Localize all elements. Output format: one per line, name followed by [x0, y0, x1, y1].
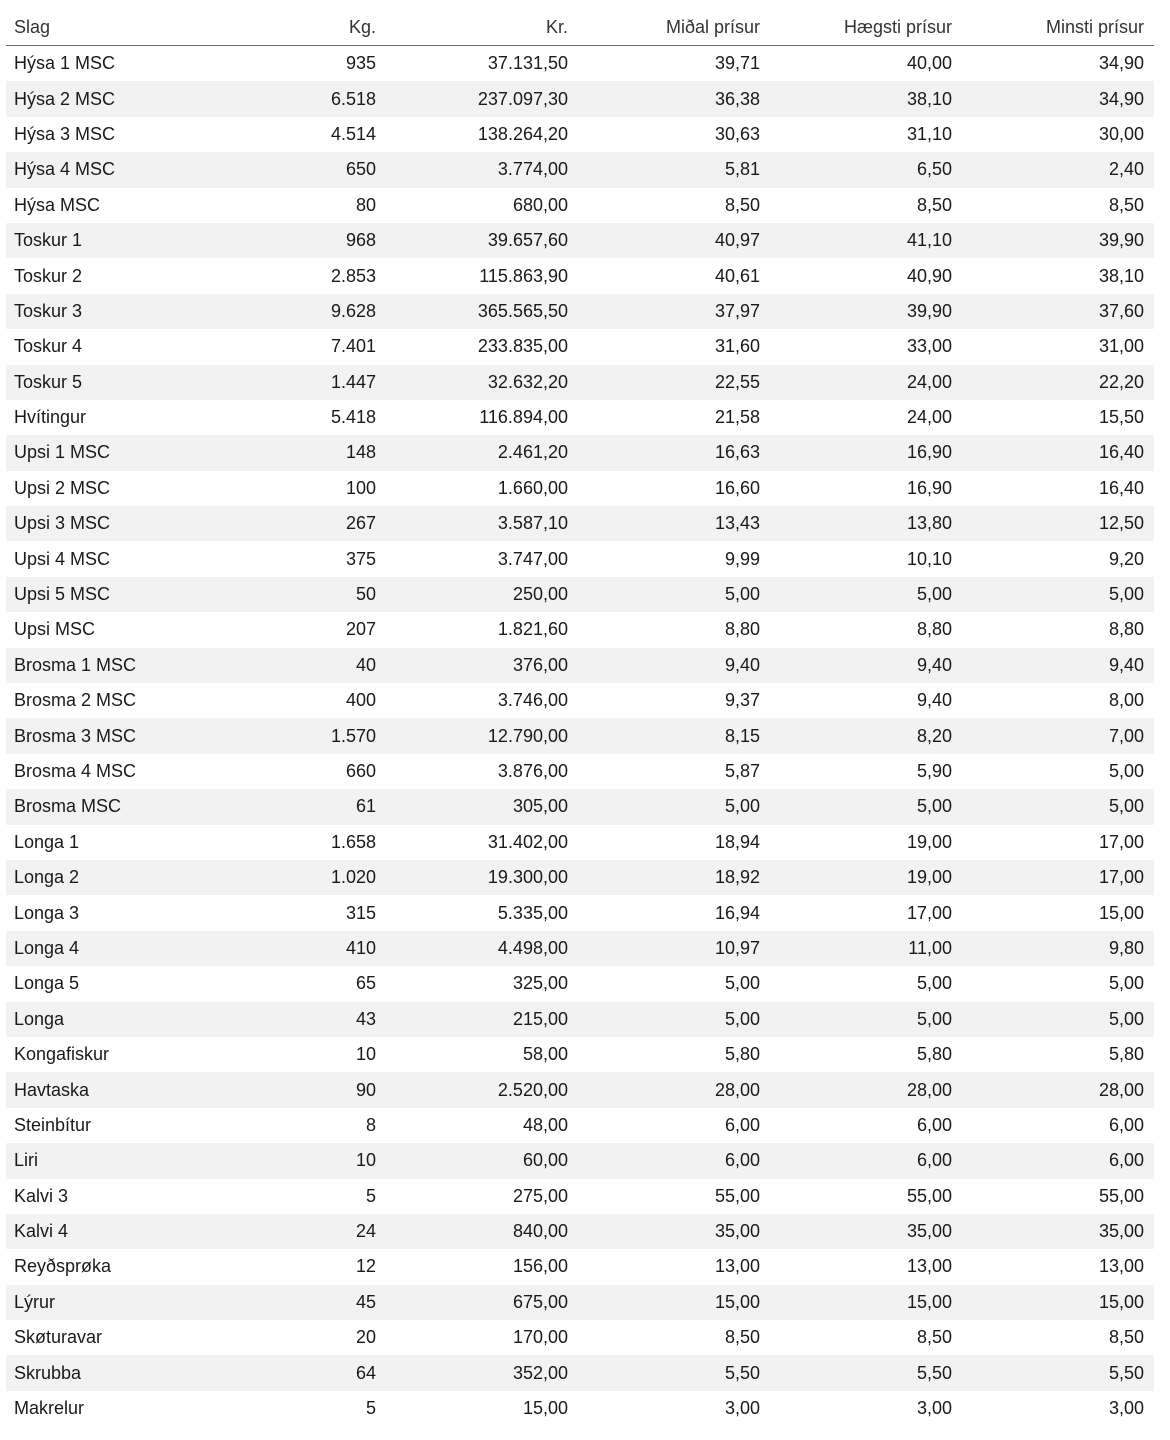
slag-cell: Toskur 3	[6, 294, 216, 329]
kr-cell: 1.660,00	[497, 477, 568, 498]
kr-cell: 116.894,00	[479, 407, 568, 428]
slag-cell: Toskur 2	[14, 265, 83, 286]
max-price-cell: 33,00	[906, 336, 952, 357]
kr-cell: 325,00	[512, 973, 568, 994]
slag-cell: Upsi 3 MSC	[6, 506, 216, 541]
max-price-cell: 19,00	[906, 831, 952, 852]
max-price-cell: 9,40	[770, 648, 962, 683]
kr-cell: 156,00	[512, 1256, 568, 1277]
kg-cell: 9.628	[216, 294, 386, 329]
kr-cell: 37.131,50	[487, 53, 568, 74]
max-price-cell: 9,40	[916, 690, 952, 711]
slag-cell: Hvítingur	[14, 407, 87, 428]
column-header-kr[interactable]: Kr.	[386, 10, 578, 46]
avg-price-cell: 10,97	[578, 931, 770, 966]
kg-cell: 90	[216, 1072, 386, 1107]
min-price-cell: 16,40	[1098, 477, 1144, 498]
min-price-cell: 5,00	[962, 577, 1154, 612]
slag-cell: Liri	[6, 1143, 216, 1178]
table-row	[6, 825, 1154, 860]
max-price-cell: 38,10	[770, 81, 962, 116]
avg-price-cell: 16,94	[714, 902, 760, 923]
table-row	[6, 1214, 1154, 1249]
slag-cell: Skrubba	[6, 1355, 216, 1390]
min-price-cell: 37,60	[962, 294, 1154, 329]
min-price-cell: 15,50	[1098, 407, 1144, 428]
max-price-cell: 3,00	[916, 1398, 952, 1419]
max-price-cell: 15,00	[770, 1285, 962, 1320]
slag-cell: Longa 5	[14, 973, 80, 994]
table-row	[6, 1320, 1154, 1355]
table-row	[6, 400, 1154, 435]
min-price-cell: 12,50	[962, 506, 1154, 541]
min-price-cell: 2,40	[962, 152, 1154, 187]
avg-price-cell: 9,40	[578, 648, 770, 683]
kr-cell: 4.498,00	[386, 931, 578, 966]
kr-cell: 237.097,30	[386, 81, 578, 116]
kg-cell: 1.570	[216, 718, 386, 753]
slag-cell: Kalvi 4	[6, 1214, 216, 1249]
kg-cell: 40	[216, 648, 386, 683]
kg-cell: 148	[216, 435, 386, 470]
kg-cell: 267	[216, 506, 386, 541]
kg-cell: 207	[345, 619, 376, 640]
table-row	[6, 577, 1154, 612]
kg-cell: 80	[355, 194, 376, 215]
kr-cell: 115.863,90	[479, 265, 568, 286]
kr-cell: 58,00	[522, 1044, 568, 1065]
min-price-cell: 5,50	[962, 1355, 1154, 1390]
table-row	[6, 1355, 1154, 1390]
slag-cell: Toskur 1	[6, 223, 216, 258]
table-row	[6, 506, 1154, 541]
avg-price-cell: 55,00	[714, 1185, 760, 1206]
table-row	[6, 860, 1154, 895]
max-price-cell: 6,00	[916, 1114, 952, 1135]
table-row	[6, 188, 1154, 223]
header-row	[6, 10, 1154, 46]
avg-price-cell: 21,58	[714, 407, 760, 428]
kg-cell: 8	[365, 1114, 376, 1135]
table-row	[6, 46, 1154, 82]
min-price-cell: 5,00	[962, 789, 1154, 824]
max-price-cell: 5,00	[916, 973, 952, 994]
table-row	[6, 1037, 1154, 1072]
max-price-cell: 19,00	[770, 860, 962, 895]
min-price-cell: 6,00	[1108, 1114, 1144, 1135]
max-price-cell: 5,00	[770, 1002, 962, 1037]
avg-price-cell: 40,97	[578, 223, 770, 258]
min-price-cell: 17,00	[962, 860, 1154, 895]
max-price-cell: 5,00	[770, 789, 962, 824]
kr-cell: 3.587,10	[386, 506, 578, 541]
kg-cell: 400	[345, 690, 376, 711]
max-price-cell: 24,00	[770, 365, 962, 400]
slag-cell: Kongafiskur	[14, 1044, 110, 1065]
table-row	[6, 1143, 1154, 1178]
kr-cell: 138.264,20	[477, 123, 568, 144]
slag-cell: Hýsa 4 MSC	[6, 152, 216, 187]
slag-cell: Reyðsprøka	[14, 1256, 112, 1277]
max-price-cell: 5,80	[916, 1044, 952, 1065]
min-price-cell: 15,00	[1098, 902, 1144, 923]
slag-cell: Longa 3	[14, 902, 80, 923]
column-header-min-price[interactable]: Minsti prísur	[962, 10, 1154, 46]
kg-cell: 650	[216, 152, 386, 187]
slag-cell: Steinbítur	[14, 1114, 92, 1135]
table-row	[6, 931, 1154, 966]
slag-cell: Longa 2	[6, 860, 216, 895]
table-row	[6, 223, 1154, 258]
avg-price-cell: 8,50	[724, 194, 760, 215]
min-price-cell: 9,40	[962, 648, 1154, 683]
table-row	[6, 365, 1154, 400]
table-row	[6, 612, 1154, 647]
kg-cell: 45	[216, 1285, 386, 1320]
table-row	[6, 789, 1154, 824]
kr-cell: 15,00	[522, 1398, 568, 1419]
kr-cell: 376,00	[386, 648, 578, 683]
max-price-cell: 16,90	[770, 435, 962, 470]
column-header-slag[interactable]: Slag	[6, 10, 216, 46]
avg-price-cell: 30,63	[714, 123, 760, 144]
kg-cell: 43	[216, 1002, 386, 1037]
kr-cell: 5.335,00	[497, 902, 568, 923]
kg-cell: 64	[216, 1355, 386, 1390]
min-price-cell: 6,00	[962, 1143, 1154, 1178]
slag-cell: Havtaska	[6, 1072, 216, 1107]
avg-price-cell: 5,80	[724, 1044, 760, 1065]
min-price-cell: 15,00	[962, 1285, 1154, 1320]
table-row	[6, 541, 1154, 576]
avg-price-cell: 5,81	[578, 152, 770, 187]
kr-cell: 31.402,00	[487, 831, 568, 852]
kr-cell: 32.632,20	[386, 365, 578, 400]
table-row	[6, 258, 1154, 293]
avg-price-cell: 5,00	[578, 1002, 770, 1037]
min-price-cell: 55,00	[1098, 1185, 1144, 1206]
min-price-cell: 34,90	[1098, 53, 1144, 74]
avg-price-cell: 9,37	[724, 690, 760, 711]
slag-cell: Upsi MSC	[14, 619, 96, 640]
slag-cell: Upsi 4 MSC	[14, 548, 111, 569]
min-price-cell: 7,00	[962, 718, 1154, 753]
table-row	[6, 152, 1154, 187]
fish-price-table	[6, 10, 1154, 1426]
kg-cell: 24	[216, 1214, 386, 1249]
avg-price-cell: 37,97	[578, 294, 770, 329]
max-price-cell: 13,80	[770, 506, 962, 541]
min-price-cell: 35,00	[962, 1214, 1154, 1249]
kr-cell: 352,00	[386, 1355, 578, 1390]
slag-cell: Brosma 3 MSC	[6, 718, 216, 753]
kr-cell: 48,00	[522, 1114, 568, 1135]
avg-price-cell: 39,71	[714, 53, 760, 74]
slag-cell: Upsi 1 MSC	[6, 435, 216, 470]
kg-cell: 7.401	[330, 336, 376, 357]
min-price-cell: 8,80	[1108, 619, 1144, 640]
avg-price-cell: 9,99	[724, 548, 760, 569]
kg-cell: 65	[355, 973, 376, 994]
max-price-cell: 10,10	[906, 548, 952, 569]
table-row	[6, 1108, 1154, 1143]
table-row	[6, 1179, 1154, 1214]
slag-cell: Brosma 2 MSC	[14, 690, 137, 711]
min-price-cell: 9,80	[962, 931, 1154, 966]
kr-cell: 19.300,00	[386, 860, 578, 895]
kr-cell: 275,00	[512, 1185, 568, 1206]
column-header-max-price[interactable]: Hægsti prísur	[770, 10, 962, 46]
avg-price-cell: 35,00	[578, 1214, 770, 1249]
kr-cell: 680,00	[512, 194, 568, 215]
max-price-cell: 41,10	[770, 223, 962, 258]
max-price-cell: 8,80	[916, 619, 952, 640]
table-row	[6, 895, 1154, 930]
slag-cell: Lýrur	[6, 1285, 216, 1320]
avg-price-cell: 31,60	[714, 336, 760, 357]
slag-cell: Toskur 4	[14, 336, 83, 357]
kr-cell: 60,00	[386, 1143, 578, 1178]
min-price-cell: 31,00	[1098, 336, 1144, 357]
kg-cell: 660	[345, 761, 376, 781]
avg-price-cell: 5,50	[578, 1355, 770, 1390]
max-price-cell: 5,90	[916, 761, 952, 781]
kg-cell: 968	[216, 223, 386, 258]
kr-cell: 39.657,60	[386, 223, 578, 258]
max-price-cell: 6,50	[770, 152, 962, 187]
column-header-kg[interactable]: Kg.	[216, 10, 386, 46]
kr-cell: 365.565,50	[386, 294, 578, 329]
slag-cell: Brosma 1 MSC	[6, 648, 216, 683]
avg-price-cell: 13,43	[578, 506, 770, 541]
kg-cell: 2.853	[330, 265, 376, 286]
max-price-cell: 31,10	[906, 123, 952, 144]
max-price-cell: 5,00	[770, 577, 962, 612]
max-price-cell: 17,00	[906, 902, 952, 923]
slag-cell: Hýsa 3 MSC	[14, 123, 116, 144]
max-price-cell: 8,50	[916, 194, 952, 215]
avg-price-cell: 15,00	[578, 1285, 770, 1320]
avg-price-cell: 28,00	[578, 1072, 770, 1107]
avg-price-cell: 8,80	[724, 619, 760, 640]
avg-price-cell: 16,63	[578, 435, 770, 470]
kg-cell: 61	[216, 789, 386, 824]
avg-price-cell: 5,87	[724, 761, 760, 781]
kr-cell: 675,00	[386, 1285, 578, 1320]
kr-cell: 3.876,00	[497, 761, 568, 781]
avg-price-cell: 40,61	[714, 265, 760, 286]
kg-cell: 1.658	[330, 831, 376, 852]
max-price-cell: 28,00	[770, 1072, 962, 1107]
table-row	[6, 754, 1154, 789]
slag-cell: Makrelur	[14, 1398, 85, 1419]
kg-cell: 1.447	[216, 365, 386, 400]
table-row	[6, 294, 1154, 329]
avg-price-cell: 22,55	[578, 365, 770, 400]
slag-cell: Longa 1	[14, 831, 80, 852]
kr-cell: 3.747,00	[497, 548, 568, 569]
max-price-cell: 5,50	[770, 1355, 962, 1390]
kg-cell: 50	[216, 577, 386, 612]
kg-cell: 935	[345, 53, 376, 74]
slag-cell: Upsi 5 MSC	[6, 577, 216, 612]
max-price-cell: 16,90	[906, 477, 952, 498]
table-body	[6, 46, 1154, 1427]
min-price-cell: 3,00	[1108, 1398, 1144, 1419]
max-price-cell: 35,00	[770, 1214, 962, 1249]
min-price-cell: 8,50	[1108, 1327, 1144, 1348]
kg-cell: 100	[345, 477, 376, 498]
kg-cell: 10	[355, 1044, 376, 1065]
min-price-cell: 17,00	[1098, 831, 1144, 852]
kg-cell: 12	[355, 1256, 376, 1277]
table-row	[6, 435, 1154, 470]
min-price-cell: 5,80	[1108, 1044, 1144, 1065]
max-price-cell: 6,00	[770, 1143, 962, 1178]
slag-cell: Hýsa 2 MSC	[6, 81, 216, 116]
table-row	[6, 1285, 1154, 1320]
kg-cell: 410	[216, 931, 386, 966]
slag-cell: Longa	[6, 1002, 216, 1037]
slag-cell: Brosma 4 MSC	[14, 761, 137, 781]
max-price-cell: 11,00	[770, 931, 962, 966]
kr-cell: 170,00	[512, 1327, 568, 1348]
slag-cell: Upsi 2 MSC	[14, 477, 111, 498]
table-row	[6, 1072, 1154, 1107]
min-price-cell: 38,10	[1098, 265, 1144, 286]
price-table-container	[6, 10, 1154, 1426]
table-row	[6, 718, 1154, 753]
avg-price-cell: 5,00	[578, 789, 770, 824]
avg-price-cell: 3,00	[724, 1398, 760, 1419]
avg-price-cell: 5,00	[724, 973, 760, 994]
kr-cell: 305,00	[386, 789, 578, 824]
table-row	[6, 966, 1154, 1001]
kr-cell: 3.774,00	[386, 152, 578, 187]
kg-cell: 4.514	[330, 123, 376, 144]
min-price-cell: 8,00	[1108, 690, 1144, 711]
slag-cell: Hýsa 1 MSC	[14, 53, 116, 74]
kg-cell: 5	[365, 1398, 376, 1419]
avg-price-cell: 5,00	[578, 577, 770, 612]
avg-price-cell: 13,00	[714, 1256, 760, 1277]
kg-cell: 1.020	[216, 860, 386, 895]
slag-cell: Kalvi 3	[14, 1185, 69, 1206]
max-price-cell: 13,00	[906, 1256, 952, 1277]
avg-price-cell: 18,92	[578, 860, 770, 895]
avg-price-cell: 8,15	[578, 718, 770, 753]
table-row	[6, 329, 1154, 364]
max-price-cell: 24,00	[906, 407, 952, 428]
min-price-cell: 28,00	[962, 1072, 1154, 1107]
min-price-cell: 8,50	[1108, 194, 1144, 215]
kg-cell: 375	[345, 548, 376, 569]
kg-cell: 5.418	[330, 407, 376, 428]
kr-cell: 233.835,00	[477, 336, 568, 357]
kr-cell: 2.520,00	[386, 1072, 578, 1107]
min-price-cell: 30,00	[1098, 123, 1144, 144]
max-price-cell: 8,20	[770, 718, 962, 753]
table-row	[6, 1002, 1154, 1037]
kg-cell: 20	[355, 1327, 376, 1348]
min-price-cell: 16,40	[962, 435, 1154, 470]
min-price-cell: 5,00	[962, 1002, 1154, 1037]
slag-cell: Toskur 5	[6, 365, 216, 400]
max-price-cell: 40,90	[906, 265, 952, 286]
avg-price-cell: 16,60	[714, 477, 760, 498]
slag-cell: Hýsa MSC	[14, 194, 101, 215]
table-row	[6, 683, 1154, 718]
max-price-cell: 55,00	[906, 1185, 952, 1206]
kr-cell: 1.821,60	[497, 619, 568, 640]
kg-cell: 10	[216, 1143, 386, 1178]
kr-cell: 250,00	[386, 577, 578, 612]
avg-price-cell: 6,00	[724, 1114, 760, 1135]
kg-cell: 5	[365, 1185, 376, 1206]
kg-cell: 315	[345, 902, 376, 923]
min-price-cell: 5,00	[1108, 973, 1144, 994]
kg-cell: 6.518	[216, 81, 386, 116]
slag-cell: Brosma MSC	[6, 789, 216, 824]
min-price-cell: 22,20	[962, 365, 1154, 400]
column-header-avg-price[interactable]: Miðal prísur	[578, 10, 770, 46]
table-row	[6, 648, 1154, 683]
max-price-cell: 8,50	[916, 1327, 952, 1348]
slag-cell: Skøturavar	[14, 1327, 103, 1348]
slag-cell: Longa 4	[6, 931, 216, 966]
avg-price-cell: 36,38	[578, 81, 770, 116]
kr-cell: 215,00	[386, 1002, 578, 1037]
table-row	[6, 471, 1154, 506]
table-row	[6, 117, 1154, 152]
max-price-cell: 40,00	[906, 53, 952, 74]
min-price-cell: 13,00	[1098, 1256, 1144, 1277]
min-price-cell: 5,00	[1108, 761, 1144, 781]
avg-price-cell: 8,50	[724, 1327, 760, 1348]
max-price-cell: 39,90	[770, 294, 962, 329]
min-price-cell: 9,20	[1108, 548, 1144, 569]
min-price-cell: 34,90	[962, 81, 1154, 116]
min-price-cell: 39,90	[962, 223, 1154, 258]
kr-cell: 2.461,20	[386, 435, 578, 470]
table-row	[6, 1249, 1154, 1284]
kr-cell: 840,00	[386, 1214, 578, 1249]
table-row	[6, 1391, 1154, 1426]
avg-price-cell: 18,94	[714, 831, 760, 852]
avg-price-cell: 6,00	[578, 1143, 770, 1178]
kr-cell: 12.790,00	[386, 718, 578, 753]
table-header	[6, 10, 1154, 46]
table-row	[6, 81, 1154, 116]
kr-cell: 3.746,00	[497, 690, 568, 711]
